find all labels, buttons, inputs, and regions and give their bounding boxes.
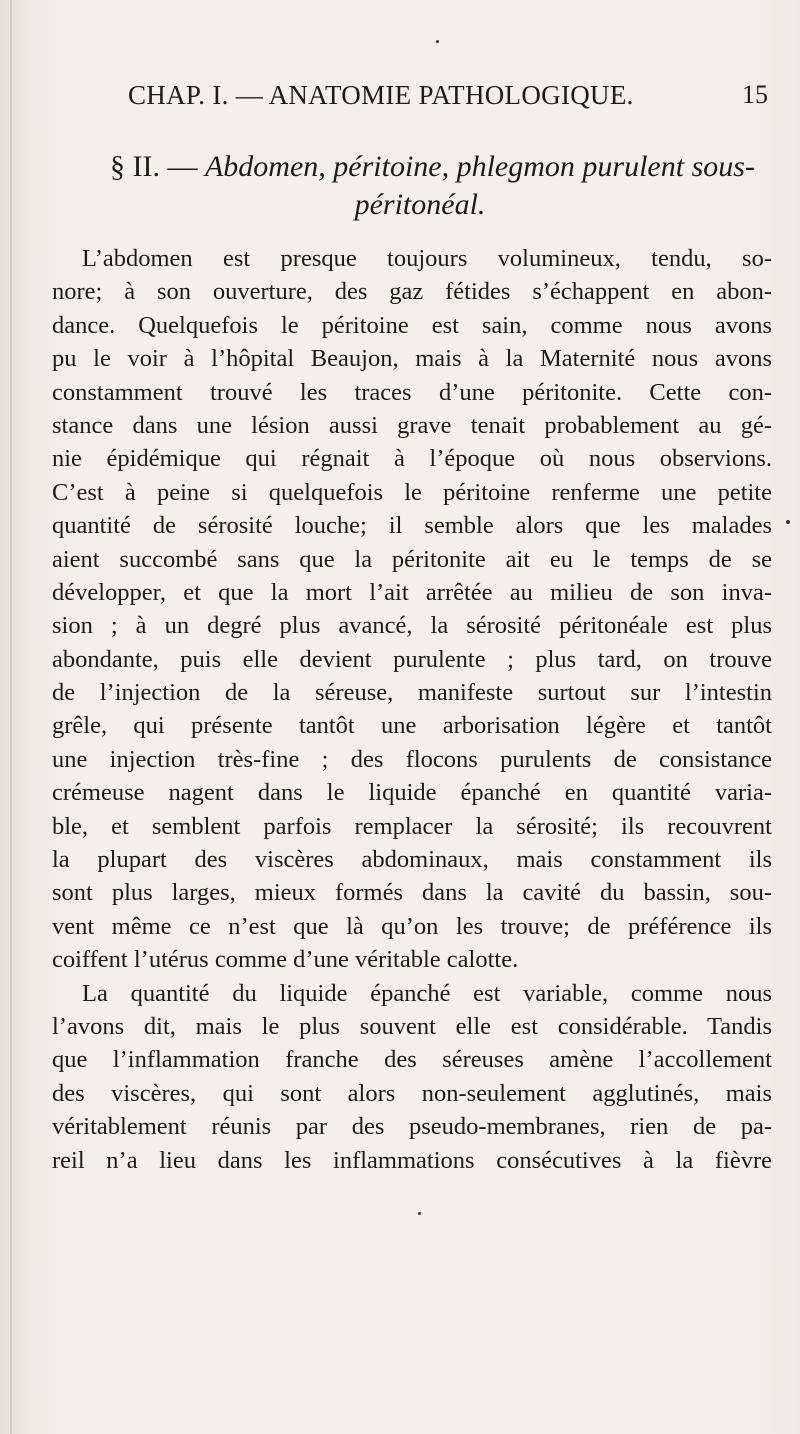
text-line: La quantité du liquide épanché est variable, comme nous [82,979,772,1007]
section-title-continuation: péritonéal. [354,188,486,221]
text-line: que l’inflammation franche des séreuses amène l’accollement [52,1046,772,1074]
text-line: L’abdomen est presque toujours volumineux, tendu, so- [82,245,772,272]
paper-speck [786,520,790,524]
section-heading [80,148,760,224]
section-title: Abdomen, péritoine, phlegmon purulent sous- [204,150,755,183]
text-line: des viscères, qui sont alors non-seulement agglutinés, mais [52,1079,772,1107]
text-line: grêle, qui présente tantôt une arborisation légère et tantôt [52,712,772,740]
text-line: quantité de sérosité louche; il semble alors que les malades [52,512,772,540]
text-line: nore; à son ouverture, des gaz fétides s’échappent en abon- [52,278,772,306]
page-number: 15 [742,80,768,109]
text-line: de l’injection de la séreuse, manifeste surtout sur l’intestin [52,679,772,707]
text-line: une injection très-fine ; des flocons purulents de consistance [52,745,772,773]
body-text [52,242,772,1177]
text-line: ble, et semblent parfois remplacer la sérosité; ils recouvrent [52,812,772,840]
text-line: C’est à peine si quelquefois le péritoine renferme une petite [52,478,772,506]
section-heading-line-1 [80,148,760,186]
section-number: § II. — [110,150,198,183]
page-gutter-edge [10,0,12,1434]
text-line: dance. Quelquefois le péritoine est sain, comme nous avons [52,311,772,339]
text-line: coiffent l’utérus comme d’une véritable calotte. [52,946,519,974]
text-line: vent même ce n’est que là qu’on les trouve; de préférence ils [52,912,772,940]
text-line: stance dans une lésion aussi grave tenait probablement au gé- [52,411,772,439]
paper-speck [418,1212,421,1215]
text-line: développer, et que la mort l’ait arrêtée au milieu de son inva- [52,578,772,606]
text-line: sont plus larges, mieux formés dans la cavité du bassin, sou- [52,879,772,907]
text-line: abondante, puis elle devient purulente ; plus tard, on trouve [52,645,772,673]
running-head [128,80,768,120]
text-line: pu le voir à l’hôpital Beaujon, mais à la Maternité nous avons [52,345,772,373]
text-line: sion ; à un degré plus avancé, la sérosité péritonéale est plus [52,612,772,640]
text-line: la plupart des viscères abdominaux, mais constamment ils [52,846,772,874]
text-line: l’avons dit, mais le plus souvent elle est considérable. Tandis [52,1012,772,1040]
section-heading-line-2 [80,186,760,224]
paper-speck [436,40,439,43]
text-line: véritablement réunis par des pseudo-membranes, rien de pa- [52,1113,772,1141]
running-title: CHAP. I. — ANATOMIE PATHOLOGIQUE. [128,80,634,110]
text-line: constamment trouvé les traces d’une péritonite. Cette con- [52,378,772,406]
text-line: aient succombé sans que la péritonite ait eu le temps de se [52,545,772,573]
text-line: nie épidémique qui régnait à l’époque où nous observions. [52,445,772,473]
text-line: reil n’a lieu dans les inflammations consécutives à la fièvre [52,1146,772,1174]
text-line: crémeuse nagent dans le liquide épanché en quantité varia- [52,779,772,807]
